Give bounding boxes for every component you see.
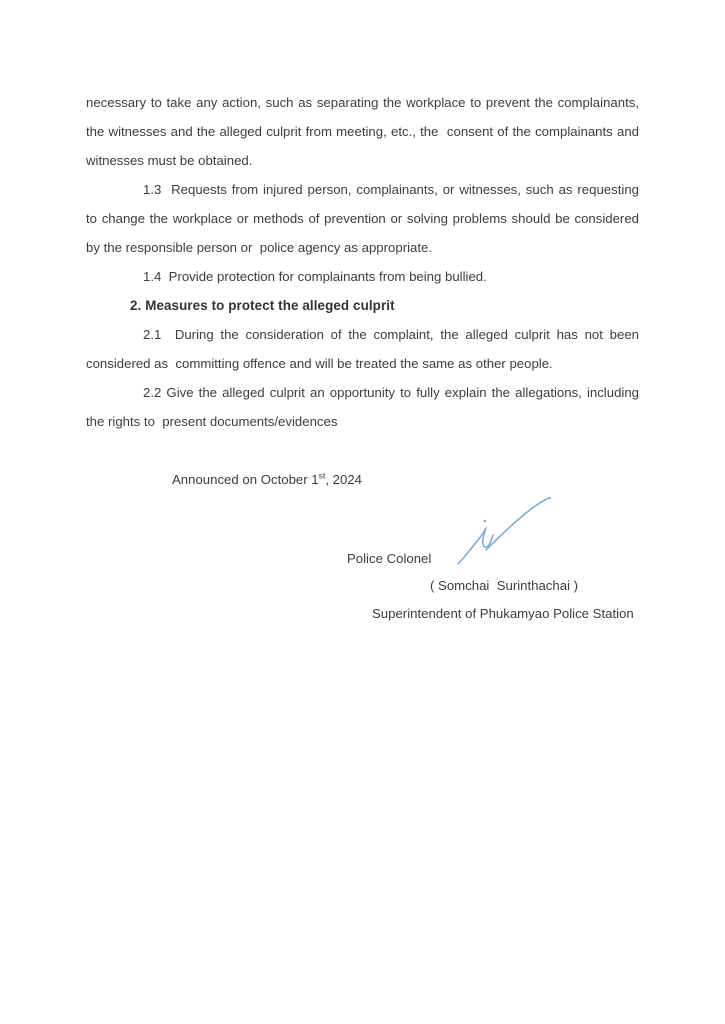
signer-position: Superintendent of Phukamyao Police Station <box>372 606 634 621</box>
announcement-date-prefix: Announced on October 1 <box>172 472 319 487</box>
vertical-spacer <box>86 436 639 465</box>
list-item-2-2 <box>86 378 643 436</box>
list-item-1-3 <box>86 175 643 262</box>
list-item-2-1-text: 2.1 During the consideration of the complaint, the alleged culprit has not been considered as committing offence and will be treated the same as other people. <box>86 327 643 371</box>
document-body <box>86 88 643 494</box>
section-heading-2: 2. Measures to protect the alleged culprit <box>130 298 395 313</box>
announcement-date <box>86 465 639 494</box>
handwritten-signature-icon <box>452 488 562 573</box>
paragraph-continuation: necessary to take any action, such as separating the workplace to prevent the complainants, the witnesses and the alleged culprit from meeting, etc., the consent of the complainants and witnesses must be obtained. <box>86 95 643 168</box>
signer-rank: Police Colonel <box>347 551 432 566</box>
list-item-2-2-text: 2.2 Give the alleged culprit an opportunity to fully explain the allegations, including the rights to present documents/evidences <box>86 385 643 429</box>
list-item-1-4 <box>86 262 639 291</box>
announcement-date-suffix: , 2024 <box>325 472 362 487</box>
list-item-1-3-text: 1.3 Requests from injured person, complainants, or witnesses, such as requesting to change the workplace or methods of prevention or solving problems should be considered by the responsible person or police agency as appropriate. <box>86 182 643 255</box>
list-item-1-4-text: 1.4 Provide protection for complainants from being bullied. <box>143 269 487 284</box>
ordinal-suffix: st <box>318 470 326 481</box>
list-item-2-1 <box>86 320 643 378</box>
signer-name: ( Somchai Surinthachai ) <box>430 578 579 593</box>
